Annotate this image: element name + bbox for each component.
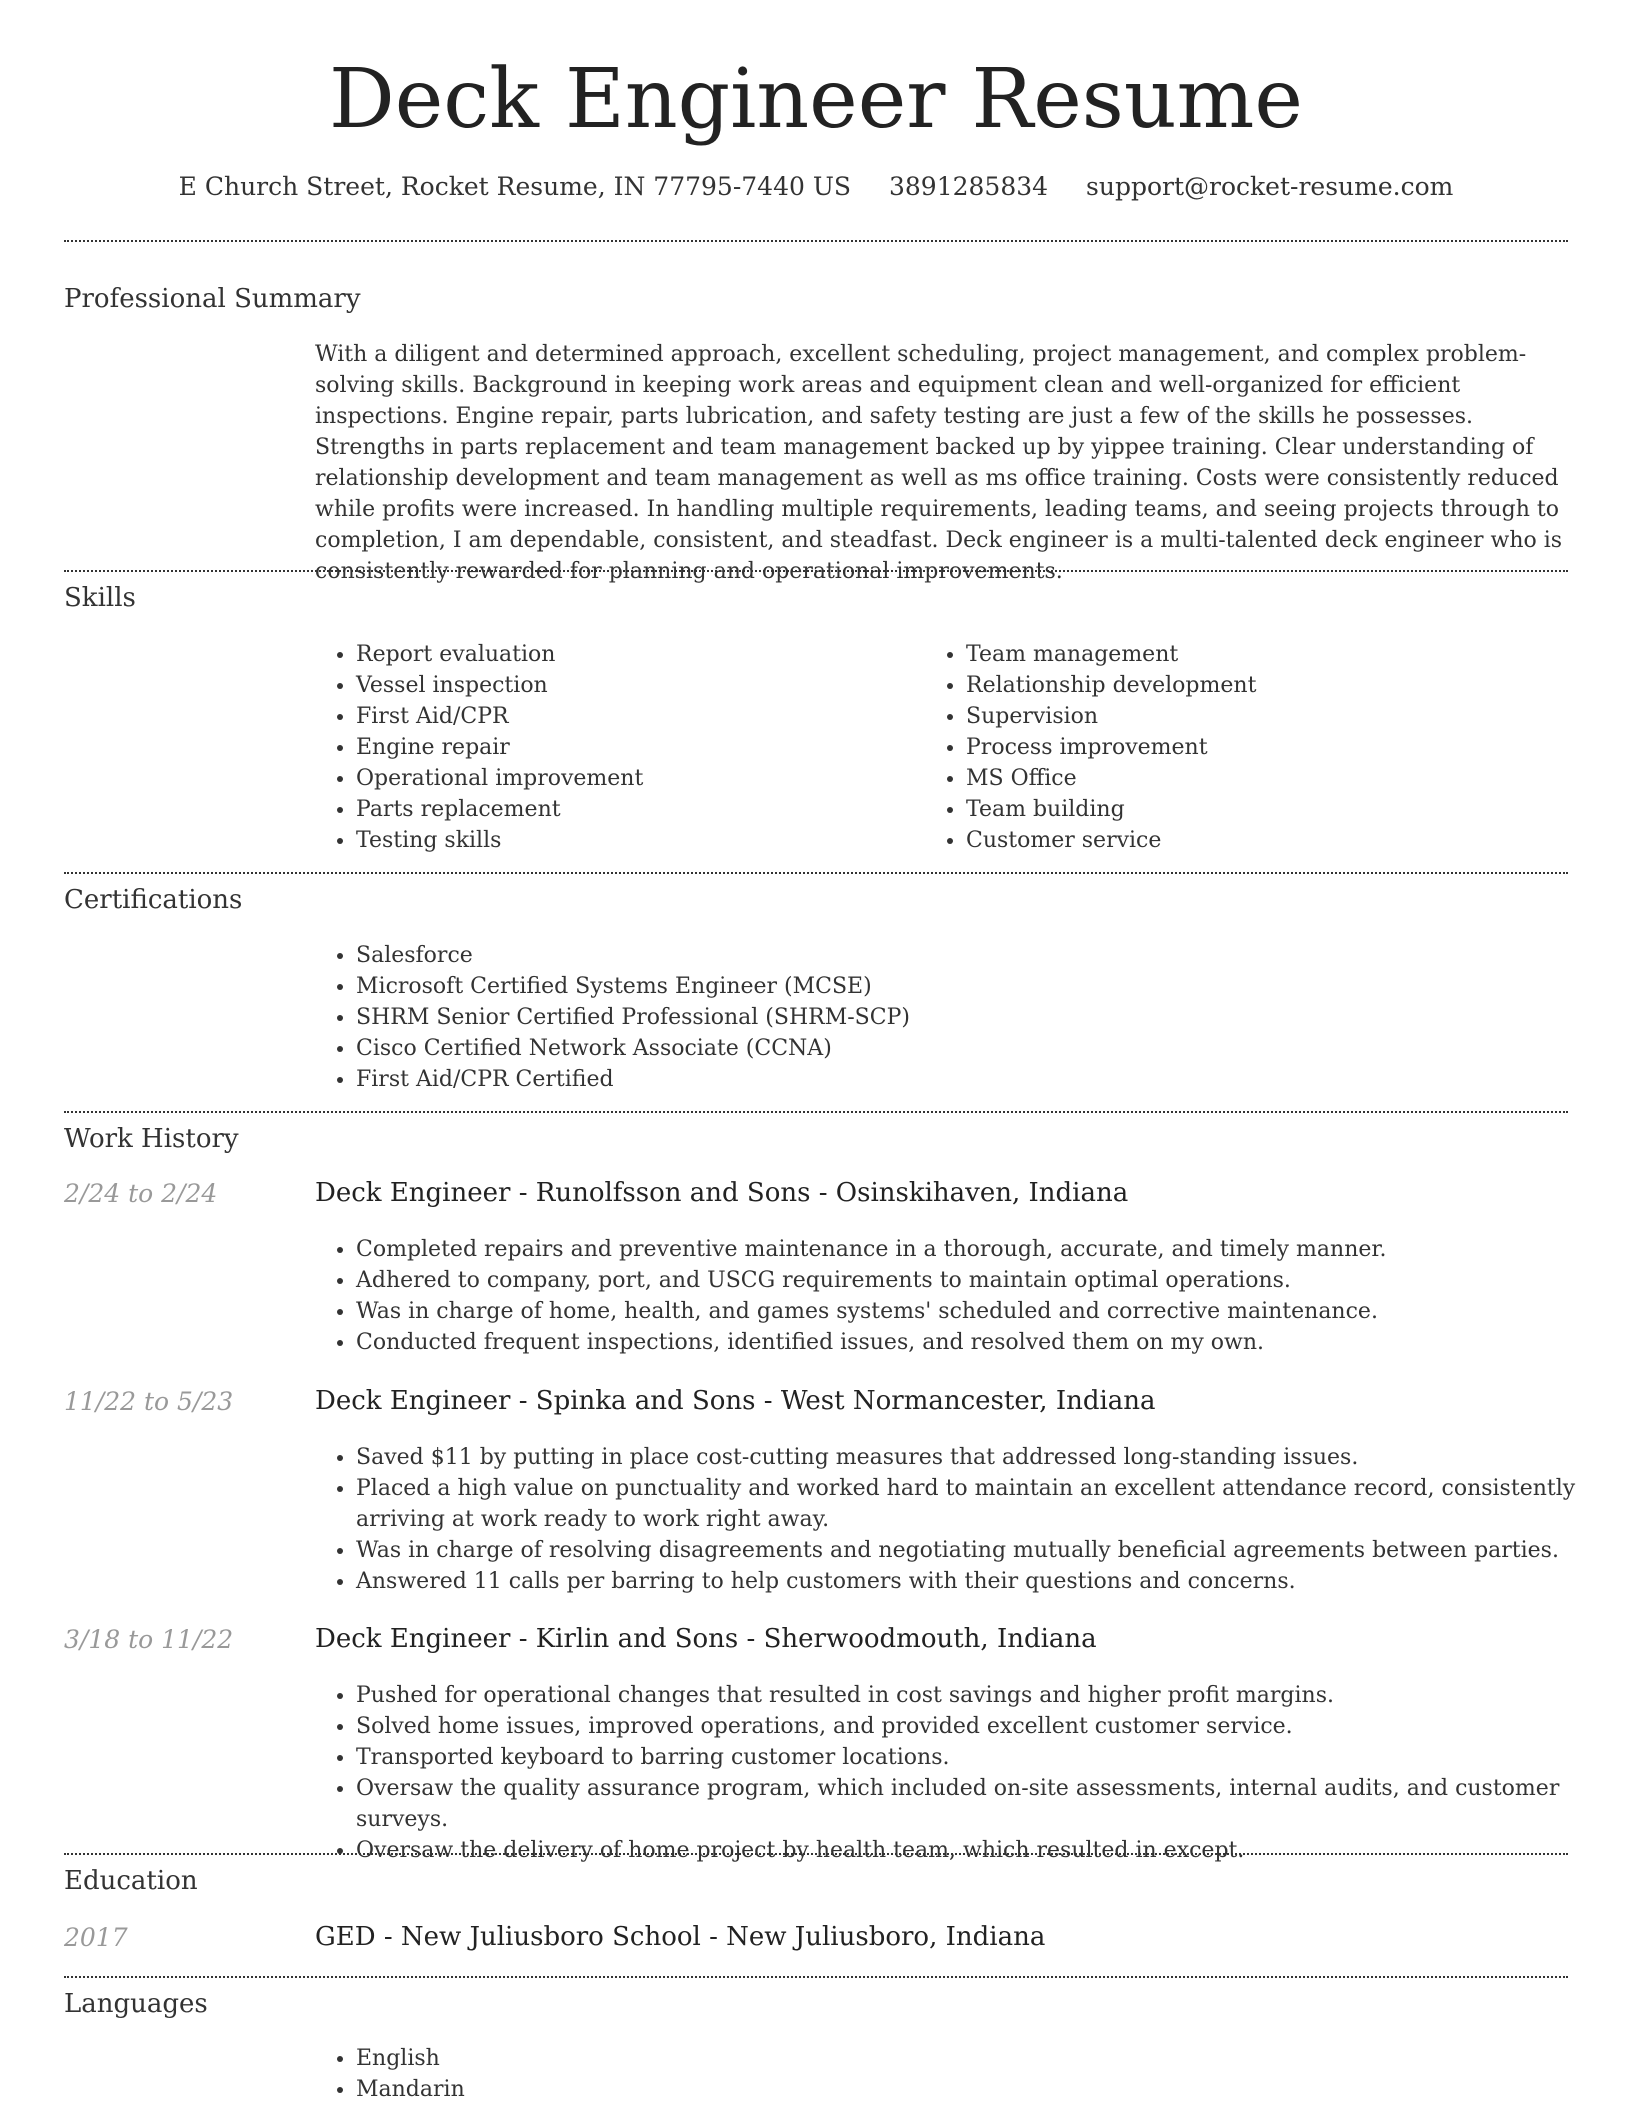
section-heading-certifications: Certifications (64, 885, 243, 915)
summary-text: With a diligent and determined approach, excellent scheduling, project management, and complex problem-solving skills. Background in keeping work areas and equipment clean and well-organized for efficient inspections. Engine repair, parts lubrication, and safety testing are just a few of the skills he possesses. Strengths in parts replacement and team management backed up by yippee training. Clear understanding of relationship development and team management as well as ms office training. Costs were consistently reduced while profits were increased. In handling multiple requirements, leading teams, and seeing projects through to completion, I am dependable, consistent, and steadfast. Deck engineer is a multi-talented deck engineer who is consistently rewarded for planning and operational improvements. (315, 342, 1563, 584)
job-bullets (312, 1680, 1596, 1866)
divider (64, 1111, 1568, 1113)
skill-item: • MS Office (966, 763, 1566, 794)
divider (64, 1853, 1568, 1855)
skills-list-right (922, 639, 1566, 856)
divider (64, 240, 1568, 242)
skill-item: • Customer service (966, 825, 1566, 856)
job-bullets (312, 1234, 1596, 1358)
job-bullets (312, 1442, 1596, 1597)
job-bullet: • Saved $11 by putting in place cost-cutting measures that addressed long-standing issues. (356, 1442, 1596, 1473)
divider (64, 1976, 1568, 1978)
education-year: 2017 (64, 1923, 128, 1952)
skill-item: • Report evaluation (356, 639, 916, 670)
certification-item: • First Aid/CPR Certified (356, 1064, 1556, 1095)
job-bullet: • Adhered to company, port, and USCG requirements to maintain optimal operations. (356, 1265, 1596, 1296)
job-title: Deck Engineer - Kirlin and Sons - Sherwoodmouth, Indiana (315, 1624, 1097, 1654)
job-bullet: • Conducted frequent inspections, identified issues, and resolved them on my own. (356, 1327, 1596, 1358)
certification-item: • Microsoft Certified Systems Engineer (MCSE) (356, 971, 1556, 1002)
skill-item: • Team management (966, 639, 1566, 670)
job-dates: 3/18 to 11/22 (64, 1625, 234, 1654)
skill-item: • Vessel inspection (356, 670, 916, 701)
skill-item: • Team building (966, 794, 1566, 825)
section-heading-work: Work History (64, 1124, 239, 1154)
job-title: Deck Engineer - Spinka and Sons - West Normancester, Indiana (315, 1386, 1156, 1416)
skill-item: • Engine repair (356, 732, 916, 763)
certifications-list (312, 940, 1556, 1095)
job-bullet: • Completed repairs and preventive maintenance in a thorough, accurate, and timely manner. (356, 1234, 1596, 1265)
education-entry: GED - New Juliusboro School - New Juliusboro, Indiana (315, 1922, 1046, 1952)
section-heading-skills: Skills (64, 583, 136, 613)
divider (64, 570, 1568, 572)
certification-item: • Cisco Certified Network Associate (CCNA) (356, 1033, 1556, 1064)
job-bullet: • Answered 11 calls per barring to help customers with their questions and concerns. (356, 1566, 1596, 1597)
job-bullet: • Oversaw the quality assurance program, which included on-site assessments, internal audits, and customer surveys. (356, 1773, 1596, 1835)
job-bullet: • Placed a high value on punctuality and worked hard to maintain an excellent attendance record, consistently arriving at work ready to work right away. (356, 1473, 1596, 1535)
section-heading-languages: Languages (64, 1989, 208, 2019)
skills-list-left (312, 639, 916, 856)
language-item: • English (356, 2043, 956, 2074)
skill-item: • Relationship development (966, 670, 1566, 701)
job-title: Deck Engineer - Runolfsson and Sons - Osinskihaven, Indiana (315, 1178, 1129, 1208)
skill-item: • Parts replacement (356, 794, 916, 825)
languages-list (312, 2043, 956, 2105)
contact-email[interactable]: support@rocket-resume.com (1086, 172, 1454, 201)
skill-item: • Supervision (966, 701, 1566, 732)
certification-item: • SHRM Senior Certified Professional (SHRM-SCP) (356, 1002, 1556, 1033)
job-bullet: • Pushed for operational changes that resulted in cost savings and higher profit margins. (356, 1680, 1596, 1711)
language-item: • Mandarin (356, 2074, 956, 2105)
job-bullet: • Was in charge of home, health, and games systems' scheduled and corrective maintenance. (356, 1296, 1596, 1327)
job-bullet: • Oversaw the delivery of home project by health team, which resulted in except. (356, 1835, 1596, 1866)
contact-line (0, 170, 1632, 204)
skill-item: • Testing skills (356, 825, 916, 856)
certification-item: • Salesforce (356, 940, 1556, 971)
contact-address: E Church Street, Rocket Resume, IN 77795-7440 US (178, 172, 852, 201)
skill-item: • Process improvement (966, 732, 1566, 763)
job-bullet: • Was in charge of resolving disagreements and negotiating mutually beneficial agreements between parties. (356, 1535, 1596, 1566)
skill-item: • Operational improvement (356, 763, 916, 794)
divider (64, 872, 1568, 874)
skill-item: • First Aid/CPR (356, 701, 916, 732)
section-heading-education: Education (64, 1866, 198, 1896)
resume-title: Deck Engineer Resume (329, 52, 1303, 147)
job-bullet: • Solved home issues, improved operations, and provided excellent customer service. (356, 1711, 1596, 1742)
section-heading-summary: Professional Summary (64, 284, 361, 314)
job-bullet: • Transported keyboard to barring customer locations. (356, 1742, 1596, 1773)
contact-phone: 3891285834 (889, 172, 1049, 201)
job-dates: 11/22 to 5/23 (64, 1387, 234, 1416)
job-dates: 2/24 to 2/24 (64, 1179, 218, 1208)
